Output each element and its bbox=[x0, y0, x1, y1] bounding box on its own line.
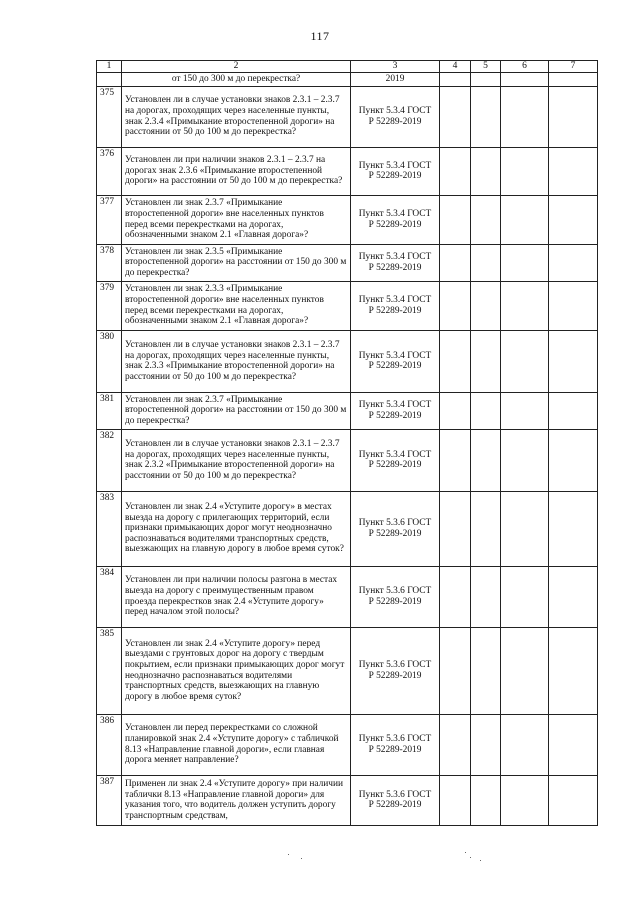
empty-cell bbox=[501, 195, 549, 244]
row-question: Установлен ли знак 2.3.5 «Примыкание второстепенной дороги» на расстоянии от 150 до 300 м до перекрестка? bbox=[122, 244, 351, 281]
row-reference: 2019 bbox=[351, 72, 440, 86]
column-header: 3 bbox=[351, 61, 440, 73]
empty-cell bbox=[471, 392, 501, 429]
table-row bbox=[97, 775, 598, 825]
empty-cell bbox=[471, 714, 501, 775]
table-row bbox=[97, 330, 598, 392]
row-number: 385 bbox=[97, 627, 122, 714]
row-number: 387 bbox=[97, 775, 122, 825]
empty-cell bbox=[501, 392, 549, 429]
empty-cell bbox=[549, 72, 598, 86]
row-number bbox=[97, 72, 122, 86]
empty-cell bbox=[440, 775, 471, 825]
empty-cell bbox=[549, 244, 598, 281]
checklist-table bbox=[96, 60, 598, 826]
empty-cell bbox=[501, 86, 549, 147]
empty-cell bbox=[549, 86, 598, 147]
empty-cell bbox=[440, 281, 471, 330]
empty-cell bbox=[440, 392, 471, 429]
empty-cell bbox=[501, 566, 549, 627]
empty-cell bbox=[440, 627, 471, 714]
row-question: Установлен ли при наличии знаков 2.3.1 – 2.3.7 на дорогах знак 2.3.6 «Примыкание второстепенной дороги» на расстоянии от 50 до 100 м до перекрестка? bbox=[122, 147, 351, 195]
scan-speck bbox=[470, 857, 471, 858]
empty-cell bbox=[549, 281, 598, 330]
row-reference: Пункт 5.3.4 ГОСТ Р 52289-2019 bbox=[351, 392, 440, 429]
empty-cell bbox=[501, 775, 549, 825]
table-header-row bbox=[97, 61, 598, 73]
empty-cell bbox=[501, 244, 549, 281]
empty-cell bbox=[440, 330, 471, 392]
empty-cell bbox=[471, 330, 501, 392]
column-header: 5 bbox=[471, 61, 501, 73]
table-row bbox=[97, 281, 598, 330]
table-row bbox=[97, 72, 598, 86]
table-row bbox=[97, 195, 598, 244]
row-question: Установлен ли знак 2.4 «Уступите дорогу» перед выездами с грунтовых дорог на дорогу с твердым покрытием, если признаки примыкающих дорог могут неоднозначно распознаваться водителями транспортных средств, выезжающих на главную дорогу в любое время суток? bbox=[122, 627, 351, 714]
table-row bbox=[97, 147, 598, 195]
column-header: 4 bbox=[440, 61, 471, 73]
empty-cell bbox=[471, 566, 501, 627]
scan-speck bbox=[288, 854, 289, 855]
empty-cell bbox=[501, 330, 549, 392]
row-reference: Пункт 5.3.4 ГОСТ Р 52289-2019 bbox=[351, 147, 440, 195]
row-reference: Пункт 5.3.4 ГОСТ Р 52289-2019 bbox=[351, 281, 440, 330]
empty-cell bbox=[549, 147, 598, 195]
empty-cell bbox=[471, 429, 501, 491]
scan-specks bbox=[0, 848, 640, 878]
empty-cell bbox=[501, 147, 549, 195]
table-row bbox=[97, 86, 598, 147]
row-reference: Пункт 5.3.4 ГОСТ Р 52289-2019 bbox=[351, 86, 440, 147]
table-row bbox=[97, 429, 598, 491]
row-number: 378 bbox=[97, 244, 122, 281]
row-number: 375 bbox=[97, 86, 122, 147]
empty-cell bbox=[549, 195, 598, 244]
empty-cell bbox=[471, 86, 501, 147]
row-question: Установлен ли знак 2.3.7 «Примыкание второстепенной дороги» на расстоянии от 150 до 300 м до перекрестка? bbox=[122, 392, 351, 429]
empty-cell bbox=[501, 714, 549, 775]
row-question: Установлен ли в случае установки знаков 2.3.1 – 2.3.7 на дорогах, проходящих через населенные пункты, знак 2.3.2 «Примыкание второстепенной дороги» на расстоянии от 50 до 100 м до перекрестка? bbox=[122, 429, 351, 491]
empty-cell bbox=[471, 491, 501, 566]
column-header: 2 bbox=[122, 61, 351, 73]
row-question: Применен ли знак 2.4 «Уступите дорогу» при наличии таблички 8.13 «Направление главной дороги» для указания того, что водитель должен уступить дорогу транспортным средствам, bbox=[122, 775, 351, 825]
empty-cell bbox=[549, 491, 598, 566]
column-header: 6 bbox=[501, 61, 549, 73]
scan-speck bbox=[465, 852, 466, 853]
row-reference: Пункт 5.3.6 ГОСТ Р 52289-2019 bbox=[351, 566, 440, 627]
table-row bbox=[97, 714, 598, 775]
empty-cell bbox=[440, 86, 471, 147]
row-question: Установлен ли знак 2.3.7 «Примыкание второстепенной дороги» вне населенных пунктов перед всеми перекрестками на дорогах, обозначенными знаком 2.1 «Главная дорога»? bbox=[122, 195, 351, 244]
empty-cell bbox=[471, 147, 501, 195]
empty-cell bbox=[440, 195, 471, 244]
row-number: 381 bbox=[97, 392, 122, 429]
empty-cell bbox=[440, 429, 471, 491]
empty-cell bbox=[501, 72, 549, 86]
empty-cell bbox=[471, 775, 501, 825]
table-row bbox=[97, 244, 598, 281]
empty-cell bbox=[471, 244, 501, 281]
row-number: 382 bbox=[97, 429, 122, 491]
row-reference: Пункт 5.3.6 ГОСТ Р 52289-2019 bbox=[351, 775, 440, 825]
empty-cell bbox=[471, 281, 501, 330]
table-row bbox=[97, 392, 598, 429]
empty-cell bbox=[549, 627, 598, 714]
row-number: 384 bbox=[97, 566, 122, 627]
empty-cell bbox=[440, 714, 471, 775]
row-question: Установлен ли перед перекрестками со сложной планировкой знак 2.4 «Уступите дорогу» с табличкой 8.13 «Направление главной дороги», если главная дорога меняет направление? bbox=[122, 714, 351, 775]
column-header: 7 bbox=[549, 61, 598, 73]
scan-speck bbox=[301, 858, 302, 859]
empty-cell bbox=[549, 429, 598, 491]
row-reference: Пункт 5.3.6 ГОСТ Р 52289-2019 bbox=[351, 627, 440, 714]
empty-cell bbox=[501, 429, 549, 491]
row-question: Установлен ли знак 2.3.3 «Примыкание второстепенной дороги» вне населенных пунктов перед всеми перекрестками на дорогах, обозначенными знаком 2.1 «Главная дорога»? bbox=[122, 281, 351, 330]
row-number: 376 bbox=[97, 147, 122, 195]
table-row bbox=[97, 627, 598, 714]
row-question: Установлен ли знак 2.4 «Уступите дорогу» в местах выезда на дорогу с прилегающих территорий, если признаки примыкающих дорог могут неоднозначно распознаваться водителями транспортных средств, выезжающих на главную дорогу в любое время суток? bbox=[122, 491, 351, 566]
empty-cell bbox=[440, 244, 471, 281]
empty-cell bbox=[501, 491, 549, 566]
row-reference: Пункт 5.3.4 ГОСТ Р 52289-2019 bbox=[351, 244, 440, 281]
empty-cell bbox=[549, 714, 598, 775]
row-reference: Пункт 5.3.6 ГОСТ Р 52289-2019 bbox=[351, 714, 440, 775]
empty-cell bbox=[501, 627, 549, 714]
row-reference: Пункт 5.3.4 ГОСТ Р 52289-2019 bbox=[351, 195, 440, 244]
row-number: 377 bbox=[97, 195, 122, 244]
row-question: Установлен ли в случае установки знаков 2.3.1 – 2.3.7 на дорогах, проходящих через населенные пункты, знак 2.3.3 «Примыкание второстепенной дороги» на расстоянии от 50 до 100 м до перекрестка? bbox=[122, 330, 351, 392]
row-reference: Пункт 5.3.6 ГОСТ Р 52289-2019 bbox=[351, 491, 440, 566]
empty-cell bbox=[549, 330, 598, 392]
row-question: Установлен ли в случае установки знаков 2.3.1 – 2.3.7 на дорогах, проходящих через населенные пункты, знак 2.3.4 «Примыкание второстепенной дороги» на расстоянии от 50 до 100 м до перекрестка? bbox=[122, 86, 351, 147]
empty-cell bbox=[471, 72, 501, 86]
scan-speck bbox=[480, 860, 481, 861]
row-number: 383 bbox=[97, 491, 122, 566]
empty-cell bbox=[471, 627, 501, 714]
row-question: Установлен ли при наличии полосы разгона в местах выезда на дорогу с преимущественным правом проезда перекрестков знак 2.4 «Уступите дорогу» перед началом этой полосы? bbox=[122, 566, 351, 627]
empty-cell bbox=[440, 566, 471, 627]
empty-cell bbox=[471, 195, 501, 244]
table-row bbox=[97, 491, 598, 566]
page-number: 117 bbox=[310, 29, 330, 43]
row-question: от 150 до 300 м до перекрестка? bbox=[122, 72, 351, 86]
row-number: 386 bbox=[97, 714, 122, 775]
row-reference: Пункт 5.3.4 ГОСТ Р 52289-2019 bbox=[351, 330, 440, 392]
empty-cell bbox=[440, 72, 471, 86]
empty-cell bbox=[549, 775, 598, 825]
row-reference: Пункт 5.3.4 ГОСТ Р 52289-2019 bbox=[351, 429, 440, 491]
empty-cell bbox=[440, 491, 471, 566]
row-number: 380 bbox=[97, 330, 122, 392]
empty-cell bbox=[440, 147, 471, 195]
table-row bbox=[97, 566, 598, 627]
empty-cell bbox=[549, 392, 598, 429]
empty-cell bbox=[501, 281, 549, 330]
column-header: 1 bbox=[97, 61, 122, 73]
empty-cell bbox=[549, 566, 598, 627]
row-number: 379 bbox=[97, 281, 122, 330]
